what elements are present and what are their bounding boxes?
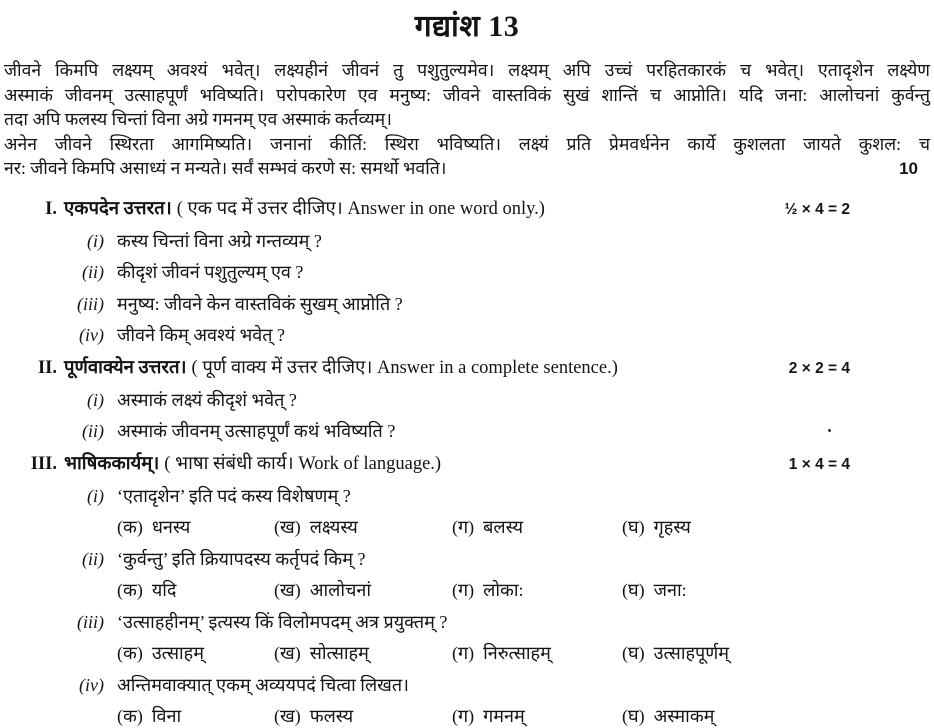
- passage-line: [4, 156, 930, 182]
- option-label: (घ): [622, 580, 645, 600]
- passage-line: तदा अपि फलस्य चिन्तां विना अग्रे गमनम् एव अस्माकं कर्तव्यम्।: [4, 109, 392, 129]
- section-numeral: III.: [30, 453, 57, 474]
- question-text: ‘उत्साहहीनम्’ इत्यस्य किं विलोमपदम् अत्र प्रयुक्तम् ?: [117, 611, 448, 632]
- option-gha: [622, 517, 930, 539]
- question-text: कस्य चिन्तां विना अग्रे गन्तव्यम् ?: [117, 230, 322, 251]
- section-two-heading: [4, 357, 930, 380]
- option-kha: [274, 706, 452, 728]
- options-row: [117, 517, 930, 539]
- option-kha: [274, 517, 452, 539]
- question-text: कीदृशं जीवनं पशुतुल्यम् एव ?: [117, 262, 304, 282]
- option-label: (घ): [622, 643, 645, 663]
- question-item: [4, 325, 930, 347]
- option-ga: [452, 580, 622, 602]
- question-item: [4, 294, 930, 316]
- section-marks: ½ × 4 = 2: [784, 200, 850, 218]
- option-text: उत्साहम्: [151, 643, 204, 663]
- question-text: अस्माकं जीवनम् उत्साहपूर्णं कथं भविष्यति ?: [117, 421, 396, 441]
- question-number: (i): [87, 389, 104, 410]
- option-label: (ग): [452, 580, 475, 600]
- question-item: [4, 231, 930, 253]
- question-item: [4, 675, 930, 697]
- question-number: (ii): [82, 548, 104, 569]
- passage-block: [4, 58, 930, 182]
- option-kha: [274, 580, 452, 602]
- options-row: [117, 706, 930, 728]
- option-text: यदि: [151, 580, 177, 600]
- option-label: (ख): [274, 580, 301, 600]
- section-subheading: ( एक पद में उत्तर दीजिए। Answer in one word only.): [176, 198, 545, 219]
- section-three: [4, 453, 930, 728]
- option-text: अस्माकम्: [653, 706, 715, 726]
- section-marks: 1 × 4 = 4: [788, 455, 850, 473]
- section-two: [4, 357, 930, 443]
- option-text: विना: [151, 706, 182, 726]
- page-title: गद्यांश 13: [414, 10, 520, 43]
- option-ka: [117, 643, 274, 665]
- option-label: (ग): [452, 517, 475, 537]
- question-item: [4, 612, 930, 634]
- option-label: (ख): [274, 517, 301, 537]
- option-label: (घ): [622, 517, 645, 537]
- section-numeral: I.: [45, 198, 57, 219]
- question-text: ‘कुर्वन्तु’ इति क्रियापदस्य कर्तृपदं किम् ?: [117, 548, 366, 569]
- options-row: [117, 643, 930, 665]
- passage-line: अस्माकं जीवनम् उत्साहपूर्णं भविष्यति। परोपकारेण एव मनुष्य: जीवने वास्तविकं सुखं शान्तिं च आप्नोति। यदि जना: आलोचनां कुर्वन्तु: [4, 84, 930, 105]
- option-label: (ख): [274, 706, 301, 726]
- question-number: (ii): [82, 421, 104, 441]
- question-sections: [4, 198, 930, 728]
- option-text: लोका:: [483, 580, 524, 600]
- passage-line-text: नर: जीवने किमपि असाध्यं न मन्यते। सर्वं सम्भवं करणे स: समर्थो भवति।: [4, 158, 447, 178]
- stray-dot-mark: [828, 429, 831, 432]
- question-number: (iii): [77, 611, 104, 632]
- options-row: [117, 580, 930, 602]
- section-one-heading: [4, 198, 930, 221]
- question-number: (i): [87, 230, 104, 251]
- question-text: जीवने किम् अवश्यं भवेत् ?: [117, 325, 286, 345]
- option-label: (क): [117, 580, 143, 600]
- option-text: धनस्य: [151, 517, 191, 537]
- option-text: आलोचनां: [309, 580, 372, 600]
- option-label: (क): [117, 706, 143, 726]
- option-text: निरुत्साहम्: [483, 643, 551, 663]
- passage-line: जीवने किमपि लक्ष्यम् अवश्यं भवेत्। लक्ष्यहीनं जीवनं तु पशुतुल्यमेव। लक्ष्यम् अपि उच्चं परहितकारकं च भवेत्। एतादृशेन लक्ष्येण: [4, 60, 930, 80]
- option-ga: [452, 643, 622, 665]
- option-text: गृहस्य: [653, 517, 691, 537]
- option-ka: [117, 706, 274, 728]
- section-one: [4, 198, 930, 347]
- option-label: (क): [117, 643, 143, 663]
- option-text: सोत्साहम्: [309, 643, 369, 663]
- option-text: फलस्य: [309, 706, 354, 726]
- section-subheading: ( भाषा संबंधी कार्य। Work of language.): [164, 453, 442, 474]
- question-number: (ii): [82, 262, 104, 282]
- option-text: उत्साहपूर्णम्: [653, 643, 730, 663]
- section-heading-text: एकपदेन उत्तरत।: [64, 198, 172, 219]
- option-ga: [452, 517, 622, 539]
- question-item: [4, 486, 930, 508]
- question-text: अस्माकं लक्ष्यं कीदृशं भवेत् ?: [117, 389, 297, 410]
- option-gha: [622, 706, 930, 728]
- option-text: लक्ष्यस्य: [309, 517, 358, 537]
- option-text: जना:: [653, 580, 687, 600]
- section-heading-text: भाषिककार्यम्।: [64, 453, 160, 474]
- question-number: (i): [87, 485, 104, 506]
- option-label: (ग): [452, 706, 475, 726]
- option-label: (क): [117, 517, 143, 537]
- section-three-heading: [4, 453, 930, 476]
- question-item: [4, 390, 930, 412]
- question-item: [4, 421, 930, 443]
- question-text: अन्तिमवाक्यात् एकम् अव्ययपदं चित्वा लिखत।: [117, 674, 409, 695]
- option-gha: [622, 643, 930, 665]
- question-number: (iii): [77, 293, 104, 314]
- question-item: [4, 262, 930, 284]
- option-text: बलस्य: [483, 517, 524, 537]
- section-numeral: II.: [37, 357, 57, 378]
- passage-marks: 10: [899, 159, 918, 178]
- option-label: (ग): [452, 643, 475, 663]
- passage-line: अनेन जीवने स्थिरता आगमिष्यति। जनानां कीर्ति: स्थिरा भविष्यति। लक्ष्यं प्रति प्रेमवर्धनेन कार्ये कुशलता जायते कुशल: च: [4, 133, 930, 154]
- option-text: गमनम्: [483, 706, 525, 726]
- option-kha: [274, 643, 452, 665]
- question-number: (iv): [79, 325, 104, 345]
- option-ka: [117, 580, 274, 602]
- option-ka: [117, 517, 274, 539]
- section-subheading: ( पूर्ण वाक्य में उत्तर दीजिए। Answer in a complete sentence.): [191, 357, 618, 378]
- section-marks: 2 × 2 = 4: [788, 359, 850, 377]
- question-text: मनुष्य: जीवने केन वास्तविकं सुखम् आप्नोति ?: [117, 293, 403, 314]
- question-number: (iv): [79, 674, 104, 695]
- option-ga: [452, 706, 622, 728]
- question-item: [4, 549, 930, 571]
- question-text: ‘एतादृशेन’ इति पदं कस्य विशेषणम् ?: [117, 485, 351, 506]
- option-label: (ख): [274, 643, 301, 663]
- section-heading-text: पूर्णवाक्येन उत्तरत।: [64, 357, 187, 378]
- option-gha: [622, 580, 930, 602]
- option-label: (घ): [622, 706, 645, 726]
